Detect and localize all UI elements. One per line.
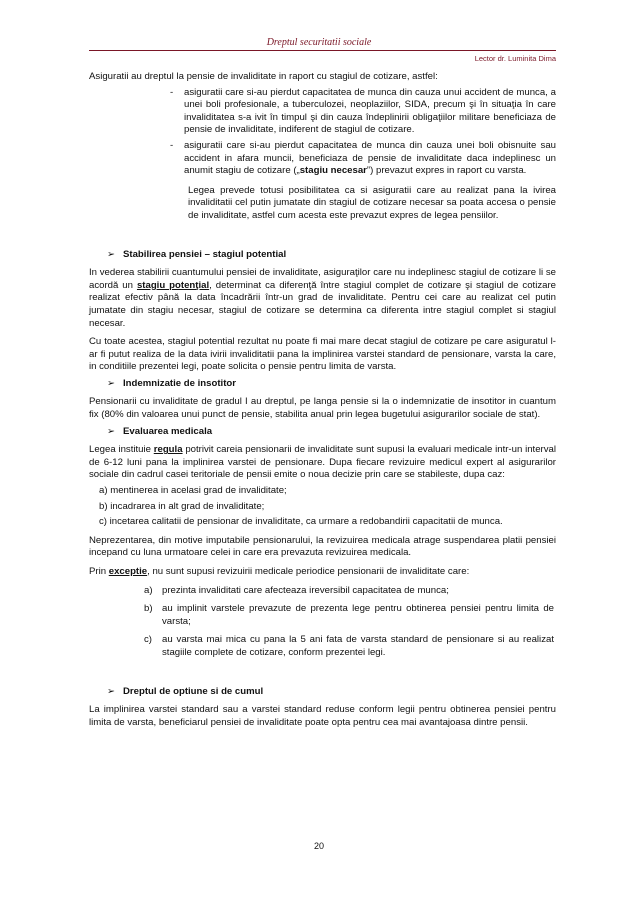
list-item [89,585,556,598]
list-marker: c) [144,634,152,646]
arrow-bullet-icon: ➢ [107,377,116,389]
paragraph: Pensionarii cu invaliditate de gradul I au dreptul, pe langa pensie si la o indemnizatie de insotitor in cuantum fix (80% din valoarea unui punct de pensie, stabilita anual prin legea bugetului asigurarilor sociale de stat). [89,396,556,421]
list-item-text: au varsta mai mica cu pana la 5 ani fata de varsta standard de pensionare si au realizat stagiile complete de cotizare, conform prezentei legi. [162,634,554,658]
section-title: Stabilirea pensiei – stagiul potential [123,248,287,260]
term-stagiu-necesar: stagiu necesar [299,165,367,177]
section-heading [107,426,556,439]
list-item-text: au implinit varstele prevazute de prezenta lege pentru obtinerea pensiei pentru limita de varsta; [162,603,554,627]
paragraph: In vederea stabilirii cuantumului pensiei de invaliditate, asiguraţilor care nu indeplinesc stagiul de cotizare li se acordă un stagiu potenţial, determinat ca diferenţă între stagiul complet de cotizare şi stagiul de cotizare realizat efectiv până la data încadrării într-un grad de invaliditate. Pentru cei care au realizat cel putin jumatate din stagiu necesar, stagiul de cotizare se determina ca diferenta intre stagiul complet si stagiul necesar. [89,267,556,329]
page-body [89,71,556,729]
list-item-text: asiguratii care si-au pierdut capacitatea de munca din cauza unei boli obisnuite sau accident in afara muncii, beneficiaza de pensie de invaliditate daca indeplinesc un anumit stagiu de cotizare („stagiu necesar”) prevazut expres in raport cu varsta. [184,139,556,177]
paragraph: La implinirea varstei standard sau a varstei standard reduse conform legii pentru obtinerea pensiei pentru limita de varsta, beneficiarul pensiei de invaliditate poate opta pentru cea mai avantajoasa dintre pensii. [89,704,556,728]
list-item-text: asiguratii care si-au pierdut capacitatea de munca din cauza unui accident de munca, a unei boli profesionale, a tuberculozei, neoplaziilor, SIDA, precum şi în situaţia în care invaliditatea s-a ivit în timpul şi din cauza îndeplinirii obligaţiilor militare beneficiaza de pensie de invaliditate, indiferent de stagiul de cotizare. [184,86,556,136]
arrow-bullet-icon: ➢ [107,425,116,437]
section-title: Dreptul de optiune si de cumul [123,685,264,697]
paragraph: Prin exceptie, nu sunt supusi revizuirii medicale periodice pensionarii de invaliditate care: [89,566,470,577]
section-title: Evaluarea medicala [123,425,213,437]
header-title: Dreptul securitatii sociale [266,37,372,48]
list-marker: a) [144,584,153,596]
intro-paragraph: Asiguratii au dreptul la pensie de invaliditate in raport cu stagiul de cotizare, astfel: [89,71,438,82]
section-title: Indemnizatie de insotitor [123,377,237,389]
section-heading [107,378,556,391]
page-number: 20 [313,841,324,851]
list-item [89,140,556,178]
arrow-bullet-icon: ➢ [107,248,116,260]
list-item [89,87,556,137]
arrow-bullet-icon: ➢ [107,685,116,697]
header-rule [89,50,556,51]
list-item: c) incetarea calitatii de pensionar de invaliditate, ca urmare a redobandirii capacitatii de munca. [99,516,503,528]
header-author: Lector dr. Luminita Dima [474,54,556,63]
list-item [89,603,556,628]
term-regula: regula [153,444,183,456]
paragraph: Neprezentarea, din motive imputabile pensionarului, la revizuirea medicala atrage suspendarea platii pensiei incepand cu luna urmatoare celei in care era prevazuta revizuirea medicala. [89,534,556,559]
list-item-text: prezinta invaliditati care afecteaza ireversibil capacitatea de munca; [162,584,449,596]
term-stagiu-potential: stagiu potenţial [136,279,210,291]
term-exceptie: exceptie [108,566,148,577]
section-heading [107,686,556,699]
list-marker: b) [144,603,153,615]
paragraph: Legea instituie regula potrivit careia pensionarii de invaliditate sunt supusi la evaluari medicale intr-un interval de 6-12 luni pana la implinirea varstei de pensionare. Dupa fiecare revizuire medicul expert al asigurarilor sociale din cadrul casei teritoriale de pensii emite o noua decizie prin care se stabileste, dupa caz: [89,444,556,481]
dash-bullet: - [170,139,174,151]
dash-bullet: - [170,86,174,98]
list-item: a) mentinerea in acelasi grad de invaliditate; [99,485,287,497]
list-item [89,634,556,659]
section-heading [107,249,556,262]
dash-note-paragraph: Legea prevede totusi posibilitatea ca si asiguratii care au realizat pana la ivirea invaliditatii cel putin jumatate din stagiul de cotizare necesar sa poata accesa o pensie de invaliditate, astfel cum acesta este prevazut expres de legea pensiilor. [188,184,556,221]
list-item: b) incadrarea in alt grad de invaliditate; [99,500,265,512]
paragraph: Cu toate acestea, stagiul potential rezultat nu poate fi mai mare decat stagiul de cotizare pe care asiguratul l-ar fi putut realiza de la data ivirii invaliditatii pana la implinirea varstei standard de pensionare, varsta la care, in conditiile prezentei legi, poate solicita o pensie pentru limita de varsta. [89,336,556,373]
